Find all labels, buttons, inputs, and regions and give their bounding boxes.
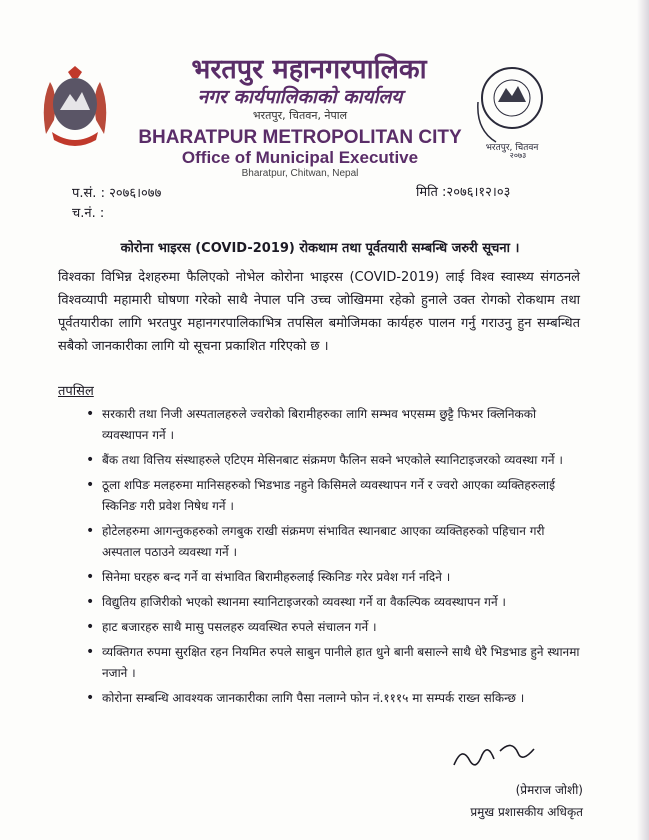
handwritten-signature <box>448 735 544 779</box>
dispatch-number: च.नं. : <box>72 206 105 221</box>
list-item: • कोरोना सम्बन्धि आवश्यक जानकारीका लागि पैसा नलाग्ने फोन नं.१११५ मा सम्पर्क राख्न सकिन्छ । <box>86 688 586 709</box>
letterhead <box>120 54 480 181</box>
city-name-np: भरतपुर महानगरपालिका <box>191 54 427 85</box>
list-item: • ठूला शपिङ मलहरुमा मानिसहरुको भिडभाड नहुने किसिमले व्यवस्थापन गर्ने र ज्वरो आएका व्यक्तिहरुलाई स्किनिङ गरी प्रवेश निषेध गर्ने । <box>86 475 586 517</box>
list-item: • बैंक तथा वित्तिय संस्थाहरुले एटिएम मेसिनबाट संक्रमण फैलिन सक्ने भएकोले स्यानिटाइजरको व्यवस्था गर्ने । <box>86 450 586 471</box>
list-item: • हाट बजारहरु साथै मासु पसलहरु व्यवस्थित रुपले संचालन गर्ने । <box>86 617 586 638</box>
nepal-emblem-icon <box>38 64 112 148</box>
signatory-name: (प्रेमराज जोशी) <box>515 783 583 797</box>
seal-place: भरतपुर, चितवन <box>485 143 539 153</box>
letter-date: मिति :२०७६।१२।०३ <box>416 185 511 200</box>
official-seal-stamp <box>472 58 544 158</box>
seal-year: २०७३ <box>509 151 527 158</box>
notice-subject: कोरोना भाइरस (COVID-2019) रोकथाम तथा पूर्वतयारी सम्बन्धि जरुरी सूचना । <box>120 241 520 256</box>
address-en: Bharatpur, Chitwan, Nepal <box>241 168 359 179</box>
signatory-title: प्रमुख प्रशासकीय अधिकृत <box>470 805 583 819</box>
list-item: • विद्युतिय हाजिरीको भएको स्थानमा स्यानिटाइजरको व्यवस्था गर्ने वा वैकल्पिक व्यवस्थापन गर्ने । <box>86 592 586 613</box>
city-name-en: BHARATPUR METROPOLITAN CITY <box>138 127 462 148</box>
tapasil-heading: तपसिल <box>58 384 94 399</box>
office-name-np: नगर कार्यपालिकाको कार्यालय <box>197 86 403 108</box>
directive-list <box>86 404 586 713</box>
list-item: • होटेलहरुमा आगन्तुकहरुको लगबुक राखी संक्रमण संभावित स्थानबाट आएका व्यक्तिहरुको पहिचान गरी अस्पताल पठाउने व्यवस्था गर्ने । <box>86 521 586 563</box>
page-edge-shadow <box>637 0 649 840</box>
list-item: • सरकारी तथा निजी अस्पतालहरुले ज्वरोको बिरामीहरुका लागि सम्भव भएसम्म छुट्टै फिभर क्लिनिकको व्यवस्थापन गर्ने । <box>86 404 586 446</box>
notice-paragraph: विश्वका विभिन्न देशहरुमा फैलिएको नोभेल कोरोना भाइरस (COVID-2019) लाई विश्व स्वास्थ्य संगठनले विश्वव्यापी महामारी घोषणा गरेको साथै नेपाल पनि उच्च जोखिममा रहेको हुनाले उक्त रोगको रोकथाम तथा पूर्वतयारीका लागि भरतपुर महानगरपालिकाभित्र तपसिल बमोजिमका कार्यहरु पालन गर्नु गराउनु हुन सम्बन्धित सबैको जानकारीका लागि यो सूचना प्रकाशित गरिएको छ । <box>58 270 580 354</box>
list-item: • सिनेमा घरहरु बन्द गर्ने वा संभावित बिरामीहरुलाई स्किनिङ गरेर प्रवेश गर्न नदिने । <box>86 567 586 588</box>
address-np: भरतपुर, चितवन, नेपाल <box>252 109 348 122</box>
list-item: • व्यक्तिगत रुपमा सुरक्षित रहन नियमित रुपले साबुन पानीले हात धुने बानी बसाल्ने साथै धेरै भिडभाड हुने स्थानमा नजाने । <box>86 642 586 684</box>
letter-number: प.सं. : २०७६।०७७ <box>72 186 162 201</box>
office-name-en: Office of Municipal Executive <box>181 148 419 167</box>
